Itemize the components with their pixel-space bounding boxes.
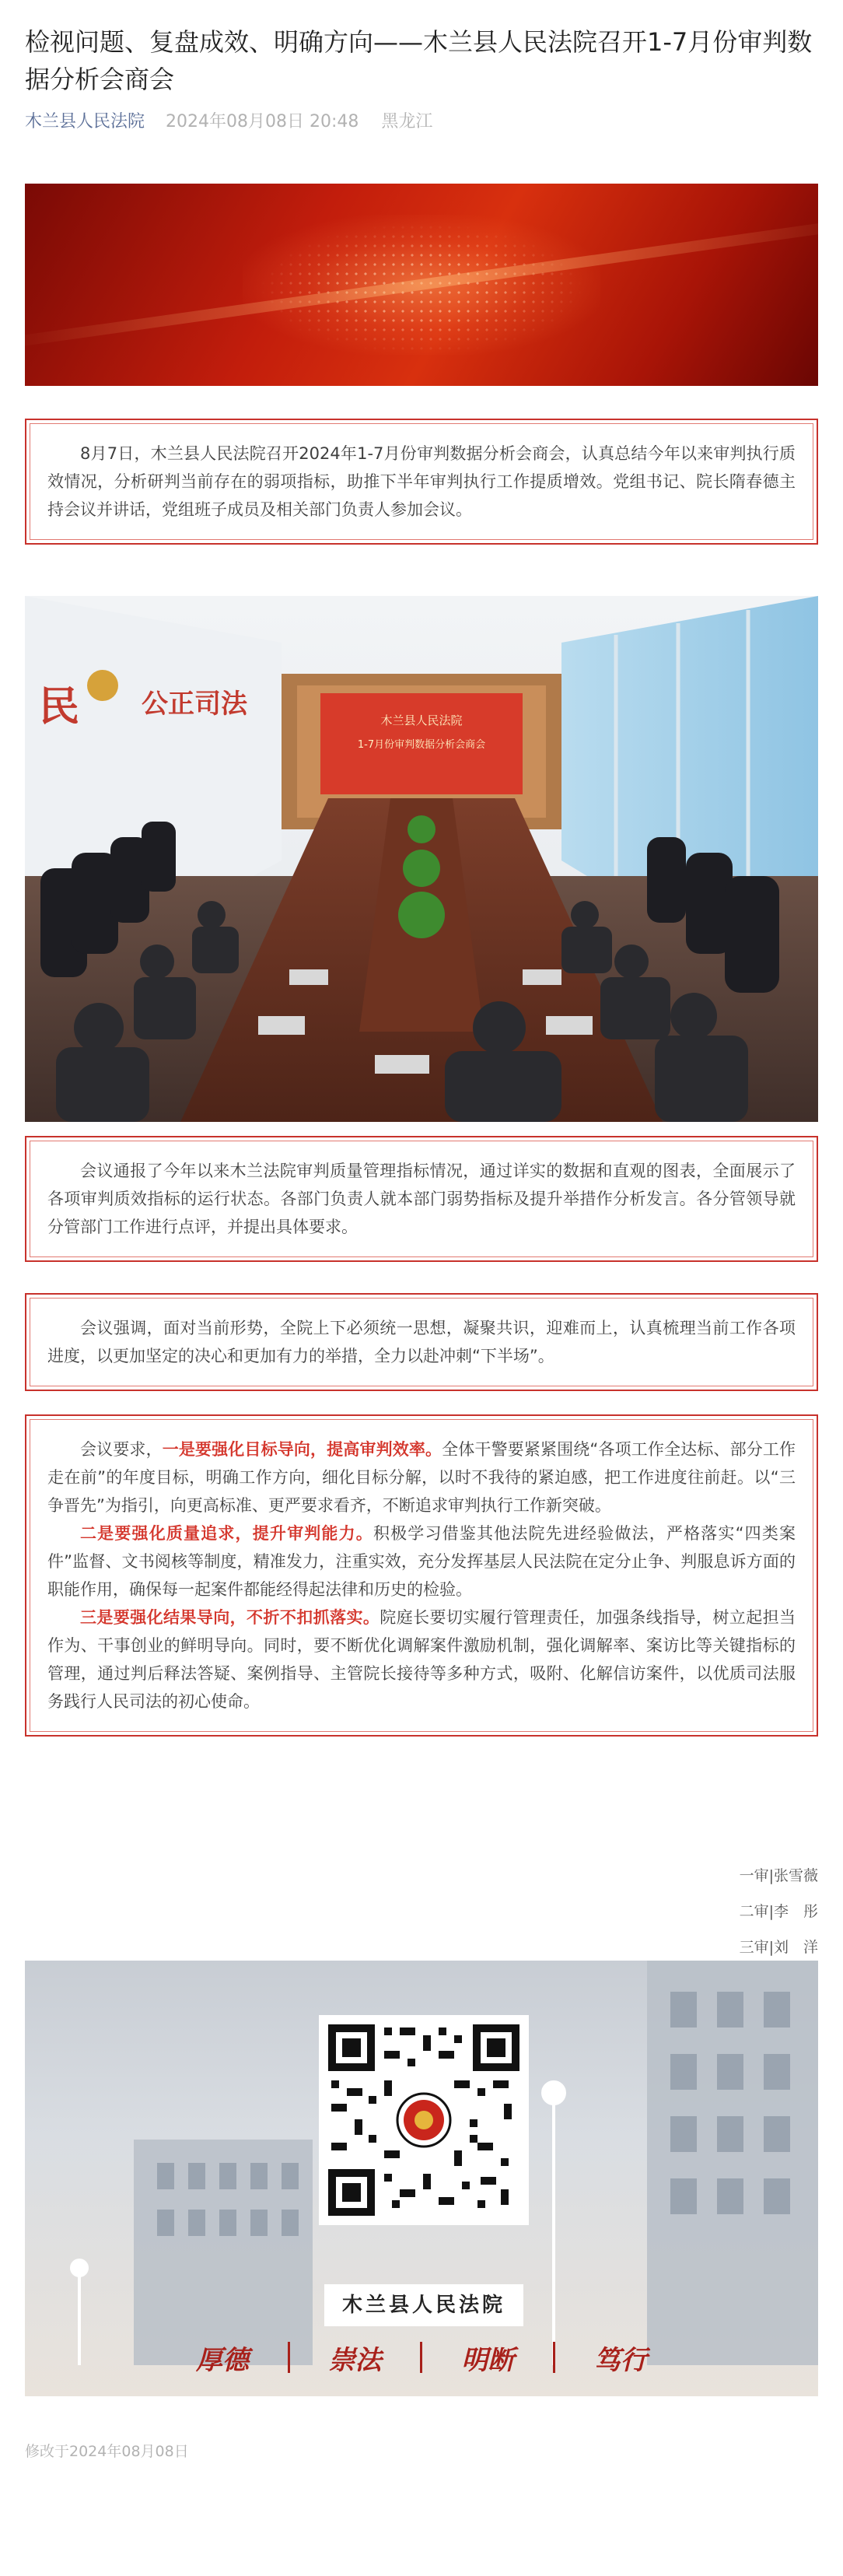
court-motto <box>196 2334 647 2381</box>
article-meta <box>25 110 432 134</box>
court-emblem-icon <box>87 670 118 701</box>
requirement-2-heading: 二是要强化质量追求，提升审判能力。 <box>80 1524 373 1543</box>
court-name-label: 木兰县人民法院 <box>324 2284 523 2326</box>
report-paragraph: 会议通报了今年以来木兰法院审判质量管理指标情况，通过详实的数据和直观的图表，全面展示了各项审判质效指标的运行状态。各部门负责人就本部门弱势指标及提升举措作分析发言。各分管领导就分管部门工作进行点评，并提出具体要求。 <box>47 1162 796 1236</box>
motto-word-4: 笃行 <box>593 2344 647 2376</box>
emphasis-paragraph: 会议强调，面对当前形势，全院上下必须统一思想，凝聚共识，迎难而上，认真梳理当前工作各项进度，以更加坚定的决心和更加有力的举措，全力以赴冲刺“下半场”。 <box>47 1319 796 1365</box>
emphasis-paragraph-box <box>25 1293 818 1391</box>
wall-slogan-left: 民 <box>39 683 80 731</box>
article-title: 检视问题、复盘成效、明确方向——木兰县人民法院召开1-7月份审判数据分析会商会 <box>25 27 813 94</box>
screen-title-text: 木兰县人民法院 <box>380 713 463 727</box>
requirement-1: 会议要求，一是要强化目标导向，提高审判效率。全体干警要紧紧围绕“各项工作全达标、部分工作走在前”的年度目标，明确工作方向，细化目标分解，以时不我待的紧迫感，把工作进度往前赶。以“三争晋先”为指引，向更高标准、更严要求看齐，不断追求审判执行工作新突破。 <box>47 1440 796 1515</box>
qr-code[interactable] <box>319 2015 529 2225</box>
screen-subtitle-text: 1-7月份审判数据分析会商会 <box>357 739 486 751</box>
motto-word-3: 明断 <box>461 2344 515 2376</box>
publish-location: 黑龙江 <box>381 112 433 131</box>
requirement-1-heading: 一是要强化目标导向，提高审判效率。 <box>162 1440 442 1459</box>
publish-time: 2024年08月08日 20:48 <box>166 112 359 131</box>
motto-word-1: 厚德 <box>196 2344 249 2376</box>
account-name-link[interactable]: 木兰县人民法院 <box>25 112 145 131</box>
credit-third-review: 三审|刘 洋 <box>739 1939 818 1956</box>
modified-date: 修改于2024年08月08日 <box>25 2443 189 2460</box>
wall-slogan-right: 公正司法 <box>142 689 247 720</box>
requirement-2: 二是要强化质量追求，提升审判能力。积极学习借鉴其他法院先进经验做法，严格落实“四类案件”监督、文书阅核等制度，精准发力，注重实效，充分发挥基层人民法院在定分止争、判服息诉方面的职能作用，确保每一起案件都能经得起法律和历史的检验。 <box>47 1524 796 1599</box>
banner-image <box>25 184 818 386</box>
report-paragraph-box <box>25 1136 818 1262</box>
meeting-photo[interactable] <box>25 596 818 1122</box>
requirements-box <box>25 1414 818 1737</box>
editor-credits <box>740 1858 818 1965</box>
intro-paragraph-box <box>25 419 818 545</box>
motto-word-2: 崇法 <box>328 2344 382 2376</box>
credit-first-review: 一审|张雪薇 <box>739 1867 818 1884</box>
credit-second-review: 二审|李 彤 <box>739 1903 818 1920</box>
requirement-3-heading: 三是要强化结果导向，不折不扣抓落实。 <box>80 1608 380 1627</box>
intro-paragraph: 8月7日，木兰县人民法院召开2024年1-7月份审判数据分析会商会，认真总结今年以来审判执行质效情况，分析研判当前存在的弱项指标，助推下半年审判执行工作提质增效。党组书记、院长隋春德主持会议并讲话，党组班子成员及相关部门负责人参加会议。 <box>47 444 796 519</box>
footer-qr-card[interactable] <box>25 1961 818 2396</box>
requirement-3: 三是要强化结果导向，不折不扣抓落实。院庭长要切实履行管理责任，加强条线指导，树立起担当作为、干事创业的鲜明导向。同时，要不断优化调解案件激励机制，强化调解率、案访比等关键指标的管理，通过判后释法答疑、案例指导、主管院长接待等多种方式，吸附、化解信访案件，以优质司法服务践行人民司法的初心使命。 <box>47 1608 796 1711</box>
